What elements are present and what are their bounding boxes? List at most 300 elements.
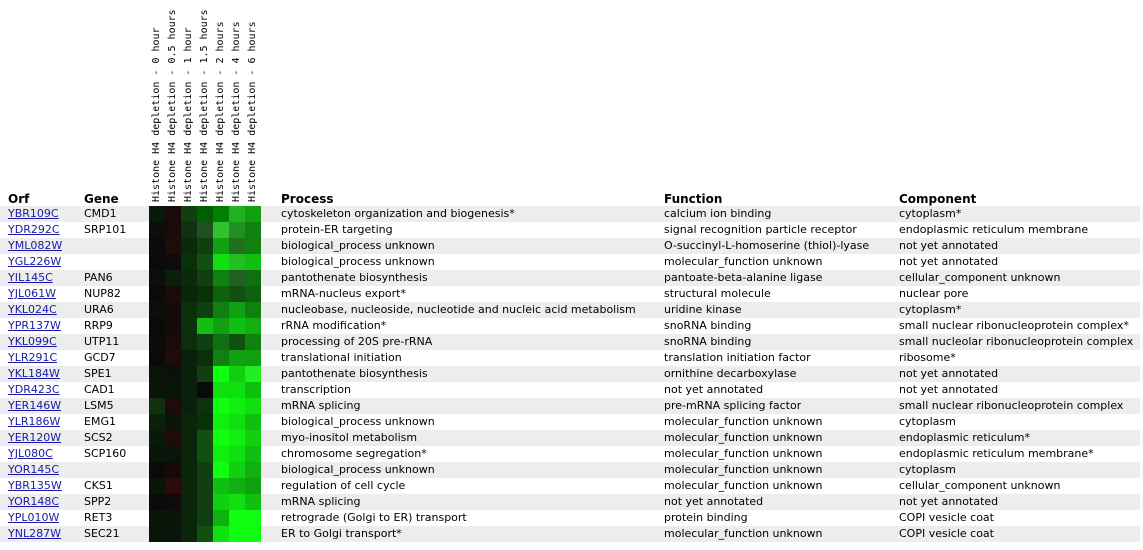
heatmap-cell <box>165 302 181 318</box>
component-cell: endoplasmic reticulum* <box>899 431 1030 444</box>
heatmap-cell <box>229 270 245 286</box>
heatmap-cell <box>245 478 261 494</box>
heatmap-cell <box>197 446 213 462</box>
heatmap-cell <box>245 286 261 302</box>
orf-link[interactable]: YDR423C <box>8 383 60 396</box>
heatmap-cell <box>213 350 229 366</box>
heatmap-cell <box>229 478 245 494</box>
heatmap-cell <box>245 430 261 446</box>
gene-cell: NUP82 <box>84 287 121 300</box>
table-row <box>0 238 1140 254</box>
heatmap-cell <box>165 414 181 430</box>
function-cell: snoRNA binding <box>664 335 752 348</box>
heatmap-cell <box>197 302 213 318</box>
table-row <box>0 254 1140 270</box>
table-row <box>0 206 1140 222</box>
heatmap-cell <box>197 398 213 414</box>
heatmap-cell <box>213 398 229 414</box>
heatmap-cell <box>165 526 181 542</box>
process-cell: pantothenate biosynthesis <box>281 367 428 380</box>
heatmap-cell <box>149 494 165 510</box>
orf-cell <box>8 495 59 509</box>
heatmap-cell <box>197 350 213 366</box>
orf-cell <box>8 255 61 269</box>
heatmap-cell <box>245 366 261 382</box>
heatmap-cell <box>245 382 261 398</box>
orf-cell <box>8 271 53 285</box>
heatmap-cell <box>213 430 229 446</box>
function-cell: molecular_function unknown <box>664 431 823 444</box>
heatmap-cell <box>213 462 229 478</box>
gene-column-header: Gene <box>84 192 119 206</box>
orf-link[interactable]: YBR109C <box>8 207 59 220</box>
orf-cell <box>8 399 61 413</box>
orf-link[interactable]: YJL061W <box>8 287 56 300</box>
heatmap-cell <box>149 446 165 462</box>
orf-link[interactable]: YPL010W <box>8 511 60 524</box>
heatmap-cell <box>181 398 197 414</box>
component-cell: endoplasmic reticulum membrane* <box>899 447 1094 460</box>
heatmap-cell <box>165 286 181 302</box>
heatmap-cell <box>229 334 245 350</box>
orf-link[interactable]: YER146W <box>8 399 62 412</box>
table-row <box>0 526 1140 542</box>
gene-cell: CAD1 <box>84 383 115 396</box>
orf-cell <box>8 431 61 445</box>
heatmap-cell <box>245 526 261 542</box>
gene-cell: RET3 <box>84 511 113 524</box>
heatmap-cell <box>229 302 245 318</box>
component-cell: ribosome* <box>899 351 956 364</box>
heatmap-cell <box>229 414 245 430</box>
condition-header-label: Histone H4 depletion - 4 hours <box>231 21 242 202</box>
process-cell: translational initiation <box>281 351 402 364</box>
table-row <box>0 478 1140 494</box>
heatmap-cell <box>213 526 229 542</box>
heatmap-cell <box>197 334 213 350</box>
condition-header-label: Histone H4 depletion - 0.5 hours <box>167 9 178 202</box>
heatmap-cell <box>229 222 245 238</box>
function-cell: molecular_function unknown <box>664 447 823 460</box>
heatmap-cell <box>197 286 213 302</box>
heatmap-cell <box>181 446 197 462</box>
function-cell: molecular_function unknown <box>664 527 823 540</box>
heatmap-cell <box>197 510 213 526</box>
heatmap-cell <box>165 430 181 446</box>
heatmap-cell <box>165 350 181 366</box>
heatmap-cell <box>181 318 197 334</box>
function-cell: molecular_function unknown <box>664 463 823 476</box>
table-row <box>0 222 1140 238</box>
condition-header <box>229 0 245 202</box>
orf-cell <box>8 207 59 221</box>
function-cell: molecular_function unknown <box>664 415 823 428</box>
heatmap-cell <box>245 318 261 334</box>
heatmap-cell <box>213 366 229 382</box>
process-cell: protein-ER targeting <box>281 223 393 236</box>
heatmap-cell <box>165 334 181 350</box>
heatmap-cell <box>197 478 213 494</box>
gene-cell: CKS1 <box>84 479 113 492</box>
table-row <box>0 430 1140 446</box>
function-cell: not yet annotated <box>664 495 764 508</box>
heatmap-cell <box>181 462 197 478</box>
heatmap-cell <box>149 478 165 494</box>
heatmap-cell <box>229 350 245 366</box>
heatmap-cell <box>213 254 229 270</box>
condition-header <box>197 0 213 202</box>
heatmap-cell <box>245 494 261 510</box>
heatmap-cell <box>197 382 213 398</box>
heatmap-cell <box>181 494 197 510</box>
orf-link[interactable]: YML082W <box>8 239 63 252</box>
component-cell: small nuclear ribonucleoprotein complex <box>899 399 1124 412</box>
process-cell: mRNA splicing <box>281 495 361 508</box>
heatmap-cell <box>165 510 181 526</box>
gene-cell: PAN6 <box>84 271 113 284</box>
heatmap-cell <box>229 398 245 414</box>
condition-header <box>245 0 261 202</box>
condition-header <box>213 0 229 202</box>
heatmap-cell <box>213 222 229 238</box>
heatmap-cell <box>213 382 229 398</box>
heatmap-cell <box>149 350 165 366</box>
function-cell: signal recognition particle receptor <box>664 223 857 236</box>
table-row <box>0 270 1140 286</box>
component-cell: small nuclear ribonucleoprotein complex* <box>899 319 1129 332</box>
table-row <box>0 398 1140 414</box>
heatmap-cell <box>245 206 261 222</box>
heatmap-cell <box>165 398 181 414</box>
condition-header-label: Histone H4 depletion - 2 hours <box>215 21 226 202</box>
condition-header-label: Histone H4 depletion - 6 hours <box>247 21 258 202</box>
heatmap-cell <box>181 206 197 222</box>
heatmap-cell <box>181 222 197 238</box>
orf-cell <box>8 447 53 461</box>
heatmap-cell <box>165 222 181 238</box>
condition-header-label: Histone H4 depletion - 1.5 hours <box>199 9 210 202</box>
heatmap-cell <box>165 478 181 494</box>
heatmap-cell <box>149 302 165 318</box>
component-cell: cytoplasm* <box>899 303 962 316</box>
heatmap-cell <box>245 398 261 414</box>
condition-header-label: Histone H4 depletion - 1 hour <box>183 27 194 202</box>
table-row <box>0 334 1140 350</box>
heatmap-cell <box>245 302 261 318</box>
function-cell: not yet annotated <box>664 383 764 396</box>
gene-cell: GCD7 <box>84 351 116 364</box>
heatmap-cell <box>197 238 213 254</box>
table-row <box>0 286 1140 302</box>
heatmap-cell <box>213 478 229 494</box>
heatmap-cell <box>197 222 213 238</box>
orf-link[interactable]: YLR186W <box>8 415 61 428</box>
component-column-header: Component <box>899 192 977 206</box>
heatmap-cell <box>165 206 181 222</box>
orf-link[interactable]: YPR137W <box>8 319 61 332</box>
process-cell: pantothenate biosynthesis <box>281 271 428 284</box>
table-row <box>0 414 1140 430</box>
table-row <box>0 494 1140 510</box>
heatmap-cell <box>245 222 261 238</box>
heatmap-cell <box>149 334 165 350</box>
heatmap-cell <box>197 462 213 478</box>
orf-cell <box>8 479 62 493</box>
process-cell: rRNA modification* <box>281 319 387 332</box>
orf-cell <box>8 511 59 525</box>
orf-column-header: Orf <box>8 192 30 206</box>
heatmap-cell <box>181 302 197 318</box>
orf-link[interactable]: YLR291C <box>8 351 58 364</box>
heatmap-cell <box>213 238 229 254</box>
heatmap-cell <box>229 510 245 526</box>
heatmap-cell <box>197 254 213 270</box>
orf-link[interactable]: YOR145C <box>8 463 60 476</box>
heatmap-cell <box>197 366 213 382</box>
gene-cell: SRP101 <box>84 223 127 236</box>
heatmap-cell <box>229 430 245 446</box>
gene-cell: UTP11 <box>84 335 120 348</box>
heatmap-cell <box>149 270 165 286</box>
heatmap-cell <box>149 398 165 414</box>
orf-link[interactable]: YIL145C <box>8 271 53 284</box>
orf-cell <box>8 287 56 301</box>
heatmap-cell <box>149 254 165 270</box>
function-cell: pre-mRNA splicing factor <box>664 399 802 412</box>
function-cell: structural molecule <box>664 287 771 300</box>
gene-cell: SCP160 <box>84 447 127 460</box>
heatmap-cell <box>149 366 165 382</box>
orf-link[interactable]: YGL226W <box>8 255 62 268</box>
orf-cell <box>8 383 60 397</box>
component-cell: nuclear pore <box>899 287 969 300</box>
heatmap-cell <box>245 446 261 462</box>
heatmap-cell <box>181 382 197 398</box>
heatmap-cell <box>181 270 197 286</box>
heatmap-cell <box>165 494 181 510</box>
heatmap-cell <box>213 494 229 510</box>
process-cell: biological_process unknown <box>281 415 435 428</box>
component-cell: COPI vesicle coat <box>899 527 994 540</box>
heatmap-cell <box>149 462 165 478</box>
heatmap-cell <box>165 318 181 334</box>
component-cell: cellular_component unknown <box>899 271 1061 284</box>
heatmap-cell <box>229 254 245 270</box>
function-cell: uridine kinase <box>664 303 742 316</box>
orf-cell <box>8 415 60 429</box>
condition-header-label: Histone H4 depletion - 0 hour <box>151 27 162 202</box>
heatmap-cell <box>213 318 229 334</box>
heatmap-cell <box>213 510 229 526</box>
heatmap-cell <box>213 446 229 462</box>
heatmap-cell <box>165 382 181 398</box>
orf-link[interactable]: YNL287W <box>8 527 61 540</box>
orf-cell <box>8 223 60 237</box>
table-row <box>0 382 1140 398</box>
orf-cell <box>8 303 57 317</box>
function-cell: calcium ion binding <box>664 207 772 220</box>
heatmap-cell <box>245 462 261 478</box>
heatmap-cell <box>245 238 261 254</box>
orf-cell <box>8 335 57 349</box>
heatmap-cell <box>245 334 261 350</box>
orf-link[interactable]: YJL080C <box>8 447 53 460</box>
orf-cell <box>8 239 62 253</box>
orf-link[interactable]: YKL099C <box>8 335 57 348</box>
gene-cell: SCS2 <box>84 431 113 444</box>
gene-cell: EMG1 <box>84 415 116 428</box>
function-cell: translation initiation factor <box>664 351 811 364</box>
function-cell: molecular_function unknown <box>664 479 823 492</box>
gene-cell: RRP9 <box>84 319 113 332</box>
heatmap-cell <box>181 510 197 526</box>
process-cell: cytoskeleton organization and biogenesis* <box>281 207 515 220</box>
function-cell: O-succinyl-L-homoserine (thiol)-lyase <box>664 239 870 252</box>
heatmap-cell <box>229 462 245 478</box>
heatmap-cell <box>197 494 213 510</box>
heatmap-cell <box>229 318 245 334</box>
heatmap-cell <box>245 414 261 430</box>
process-cell: mRNA splicing <box>281 399 361 412</box>
condition-header <box>165 0 181 202</box>
process-cell: transcription <box>281 383 351 396</box>
heatmap-cell <box>181 286 197 302</box>
heatmap-cell <box>229 366 245 382</box>
heatmap-cell <box>213 334 229 350</box>
component-cell: cellular_component unknown <box>899 479 1061 492</box>
heatmap-cell <box>213 206 229 222</box>
heatmap-cell <box>229 494 245 510</box>
heatmap-cell <box>181 414 197 430</box>
heatmap-cell <box>181 238 197 254</box>
process-cell: nucleobase, nucleoside, nucleotide and nucleic acid metabolism <box>281 303 636 316</box>
heatmap-cell <box>165 462 181 478</box>
process-column-header: Process <box>281 192 334 206</box>
orf-link[interactable]: YER120W <box>8 431 62 444</box>
gene-cell: SPP2 <box>84 495 112 508</box>
heatmap-cell <box>165 254 181 270</box>
heatmap-cell <box>197 414 213 430</box>
heatmap-cell <box>149 238 165 254</box>
function-column-header: Function <box>664 192 723 206</box>
component-cell: cytoplasm <box>899 463 956 476</box>
function-cell: molecular_function unknown <box>664 255 823 268</box>
heatmap-cell <box>245 350 261 366</box>
component-cell: not yet annotated <box>899 495 999 508</box>
table-row <box>0 302 1140 318</box>
gene-cell: SPE1 <box>84 367 112 380</box>
gene-cell: CMD1 <box>84 207 117 220</box>
function-cell: snoRNA binding <box>664 319 752 332</box>
heatmap-cell <box>245 270 261 286</box>
heatmap-cell <box>213 286 229 302</box>
gene-cell: SEC21 <box>84 527 120 540</box>
orf-link[interactable]: YOR148C <box>8 495 60 508</box>
heatmap-cell <box>197 318 213 334</box>
gene-cell: URA6 <box>84 303 114 316</box>
table-row <box>0 510 1140 526</box>
heatmap-cell <box>149 382 165 398</box>
orf-cell <box>8 463 59 477</box>
orf-cell <box>8 527 61 541</box>
heatmap-cell <box>149 206 165 222</box>
process-cell: chromosome segregation* <box>281 447 427 460</box>
process-cell: retrograde (Golgi to ER) transport <box>281 511 467 524</box>
heatmap-cell <box>149 430 165 446</box>
process-cell: regulation of cell cycle <box>281 479 406 492</box>
process-cell: biological_process unknown <box>281 463 435 476</box>
table-row <box>0 446 1140 462</box>
heatmap-cell <box>197 430 213 446</box>
heatmap-cell <box>181 350 197 366</box>
heatmap-cell <box>197 206 213 222</box>
orf-cell <box>8 351 57 365</box>
function-cell: ornithine decarboxylase <box>664 367 797 380</box>
heatmap-cell <box>181 478 197 494</box>
heatmap-cell <box>149 414 165 430</box>
heatmap-cell <box>181 366 197 382</box>
condition-header <box>149 0 165 202</box>
heatmap-cell <box>181 526 197 542</box>
heatmap-cell <box>213 414 229 430</box>
orf-link[interactable]: YKL184W <box>8 367 60 380</box>
heatmap-cell <box>165 366 181 382</box>
heatmap-cell <box>149 526 165 542</box>
component-cell: not yet annotated <box>899 383 999 396</box>
heatmap-cell <box>229 286 245 302</box>
function-cell: pantoate-beta-alanine ligase <box>664 271 823 284</box>
component-cell: not yet annotated <box>899 255 999 268</box>
process-cell: biological_process unknown <box>281 255 435 268</box>
heatmap-cell <box>245 510 261 526</box>
heatmap-cell <box>245 254 261 270</box>
heatmap-cell <box>213 302 229 318</box>
component-cell: not yet annotated <box>899 239 999 252</box>
heatmap-cell <box>149 222 165 238</box>
heatmap-cell <box>197 270 213 286</box>
component-cell: not yet annotated <box>899 367 999 380</box>
table-row <box>0 366 1140 382</box>
heatmap-cell <box>229 526 245 542</box>
heatmap-cell <box>149 318 165 334</box>
heatmap-cell <box>149 510 165 526</box>
orf-cell <box>8 319 61 333</box>
heatmap-cell <box>229 446 245 462</box>
process-cell: biological_process unknown <box>281 239 435 252</box>
component-cell: endoplasmic reticulum membrane <box>899 223 1089 236</box>
heatmap-cell <box>165 270 181 286</box>
component-cell: cytoplasm* <box>899 207 962 220</box>
heatmap-cell <box>165 446 181 462</box>
gene-cell: LSM5 <box>84 399 114 412</box>
table-row <box>0 318 1140 334</box>
orf-link[interactable]: YDR292C <box>8 223 60 236</box>
orf-link[interactable]: YKL024C <box>8 303 57 316</box>
heatmap-cell <box>181 254 197 270</box>
process-cell: ER to Golgi transport* <box>281 527 402 540</box>
process-cell: processing of 20S pre-rRNA <box>281 335 433 348</box>
heatmap-cell <box>229 382 245 398</box>
heatmap-cell <box>165 238 181 254</box>
component-cell: COPI vesicle coat <box>899 511 994 524</box>
heatmap-cell <box>229 238 245 254</box>
heatmap-cell <box>197 526 213 542</box>
heatmap-cell <box>229 206 245 222</box>
heatmap-cell <box>181 430 197 446</box>
condition-header <box>181 0 197 202</box>
orf-link[interactable]: YBR135W <box>8 479 62 492</box>
table-row <box>0 462 1140 478</box>
